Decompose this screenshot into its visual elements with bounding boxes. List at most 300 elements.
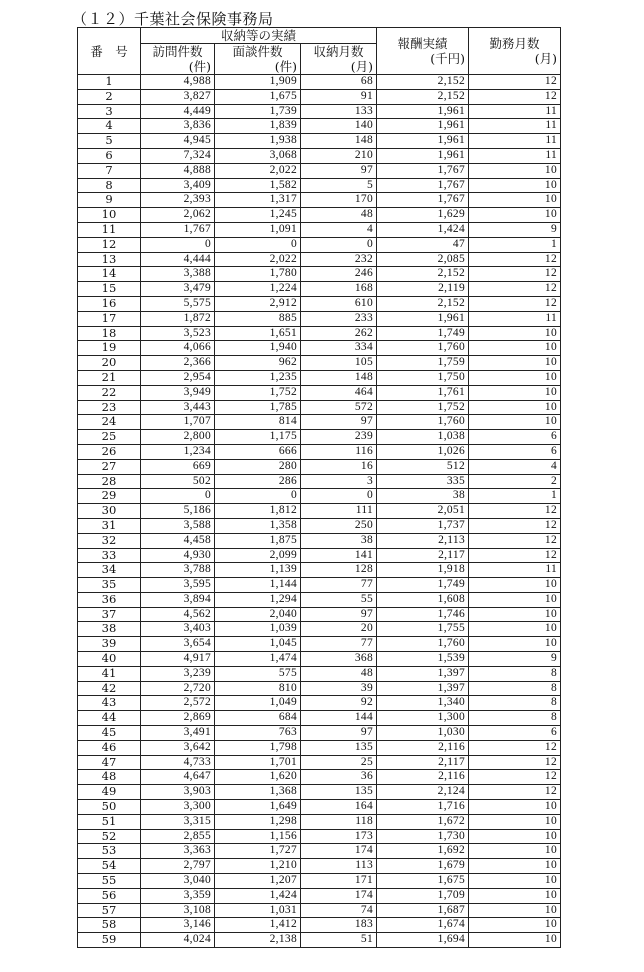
table-row (78, 356, 561, 371)
visits-cell: 3,903 (141, 785, 215, 800)
visits-cell: 3,827 (141, 89, 215, 104)
pay-cell: 1,961 (377, 148, 469, 163)
row-number: 6 (78, 148, 141, 163)
visits-cell: 2,366 (141, 356, 215, 371)
collected-months-cell: 116 (301, 444, 377, 459)
table-row (78, 548, 561, 563)
row-number: 30 (78, 504, 141, 519)
collected-months-cell: 97 (301, 415, 377, 430)
table-row (78, 193, 561, 208)
visits-cell: 4,066 (141, 341, 215, 356)
interviews-cell: 2,022 (215, 252, 301, 267)
interviews-cell: 1,224 (215, 282, 301, 297)
collected-months-cell: 210 (301, 148, 377, 163)
interviews-cell: 763 (215, 726, 301, 741)
pay-cell: 1,709 (377, 888, 469, 903)
collected-months-cell: 105 (301, 356, 377, 371)
row-number: 42 (78, 681, 141, 696)
row-number: 26 (78, 444, 141, 459)
work-months-cell: 10 (469, 370, 561, 385)
visits-cell: 3,403 (141, 622, 215, 637)
interviews-cell: 1,620 (215, 770, 301, 785)
pay-cell: 1,760 (377, 415, 469, 430)
interviews-cell: 814 (215, 415, 301, 430)
visits-cell: 3,654 (141, 637, 215, 652)
interviews-cell: 2,022 (215, 163, 301, 178)
visits-cell: 4,888 (141, 163, 215, 178)
visits-cell: 3,588 (141, 518, 215, 533)
table-row (78, 148, 561, 163)
column-header-visits (141, 44, 215, 75)
pay-cell: 2,116 (377, 740, 469, 755)
visits-cell: 1,234 (141, 444, 215, 459)
column-header-pay (377, 28, 469, 75)
pay-cell: 1,767 (377, 163, 469, 178)
collected-months-cell: 464 (301, 385, 377, 400)
row-number: 40 (78, 652, 141, 667)
visits-cell: 2,954 (141, 370, 215, 385)
table-row (78, 311, 561, 326)
pay-cell: 1,961 (377, 104, 469, 119)
collected-months-cell: 55 (301, 592, 377, 607)
row-number: 28 (78, 474, 141, 489)
column-header-interviews (215, 44, 301, 75)
collected-months-cell: 77 (301, 637, 377, 652)
work-months-cell: 12 (469, 755, 561, 770)
row-number: 25 (78, 430, 141, 445)
work-months-cell: 12 (469, 75, 561, 90)
interviews-cell: 1,412 (215, 918, 301, 933)
table-row (78, 933, 561, 948)
work-months-cell: 10 (469, 622, 561, 637)
table-row (78, 104, 561, 119)
interviews-cell: 1,317 (215, 193, 301, 208)
interviews-cell: 1,091 (215, 222, 301, 237)
row-number: 13 (78, 252, 141, 267)
row-number: 51 (78, 814, 141, 829)
row-number: 1 (78, 75, 141, 90)
visits-cell: 4,917 (141, 652, 215, 667)
table-row (78, 874, 561, 889)
pay-cell: 1,026 (377, 444, 469, 459)
column-header-visits-label: 訪問件数 (152, 44, 203, 59)
interviews-cell: 1,424 (215, 888, 301, 903)
interviews-cell: 1,045 (215, 637, 301, 652)
collected-months-cell: 140 (301, 119, 377, 134)
row-number: 15 (78, 282, 141, 297)
pay-cell: 1,629 (377, 208, 469, 223)
pay-cell: 335 (377, 474, 469, 489)
interviews-cell: 286 (215, 474, 301, 489)
pay-cell: 2,152 (377, 267, 469, 282)
row-number: 14 (78, 267, 141, 282)
row-number: 20 (78, 356, 141, 371)
row-number: 11 (78, 222, 141, 237)
visits-cell: 2,393 (141, 193, 215, 208)
interviews-cell: 1,207 (215, 874, 301, 889)
collected-months-cell: 118 (301, 814, 377, 829)
row-number: 54 (78, 859, 141, 874)
visits-cell: 2,855 (141, 829, 215, 844)
pay-cell: 2,117 (377, 548, 469, 563)
pay-cell: 1,608 (377, 592, 469, 607)
work-months-cell: 9 (469, 222, 561, 237)
pay-cell: 1,749 (377, 578, 469, 593)
work-months-cell: 10 (469, 385, 561, 400)
collected-months-cell: 334 (301, 341, 377, 356)
pay-cell: 1,340 (377, 696, 469, 711)
table-row (78, 326, 561, 341)
row-number: 19 (78, 341, 141, 356)
work-months-cell: 10 (469, 829, 561, 844)
interviews-cell: 1,651 (215, 326, 301, 341)
column-header-pay-label: 報酬実績 (397, 36, 448, 51)
row-number: 41 (78, 666, 141, 681)
collected-months-cell: 239 (301, 430, 377, 445)
interviews-cell: 1,739 (215, 104, 301, 119)
pay-cell: 2,152 (377, 296, 469, 311)
visits-cell: 3,949 (141, 385, 215, 400)
pay-cell: 1,730 (377, 829, 469, 844)
row-number: 52 (78, 829, 141, 844)
work-months-cell: 12 (469, 89, 561, 104)
visits-cell: 4,444 (141, 252, 215, 267)
table-row (78, 430, 561, 445)
work-months-cell: 10 (469, 859, 561, 874)
work-months-cell: 10 (469, 415, 561, 430)
visits-cell: 3,443 (141, 400, 215, 415)
pay-cell: 512 (377, 459, 469, 474)
interviews-cell: 1,940 (215, 341, 301, 356)
work-months-cell: 1 (469, 489, 561, 504)
interviews-cell: 1,156 (215, 829, 301, 844)
collected-months-cell: 141 (301, 548, 377, 563)
work-months-cell: 8 (469, 681, 561, 696)
work-months-cell: 9 (469, 652, 561, 667)
collected-months-cell: 610 (301, 296, 377, 311)
work-months-cell: 10 (469, 888, 561, 903)
table-row (78, 444, 561, 459)
visits-cell: 3,040 (141, 874, 215, 889)
visits-cell: 3,409 (141, 178, 215, 193)
visits-cell: 1,707 (141, 415, 215, 430)
work-months-cell: 12 (469, 740, 561, 755)
collected-months-cell: 148 (301, 370, 377, 385)
collected-months-cell: 39 (301, 681, 377, 696)
pay-cell: 1,397 (377, 681, 469, 696)
work-months-cell: 6 (469, 726, 561, 741)
column-header-visits-unit: (件) (188, 59, 211, 74)
interviews-cell: 280 (215, 459, 301, 474)
work-months-cell: 10 (469, 326, 561, 341)
row-number: 49 (78, 785, 141, 800)
collected-months-cell: 97 (301, 726, 377, 741)
collected-months-cell: 174 (301, 888, 377, 903)
table-row (78, 163, 561, 178)
collected-months-cell: 133 (301, 104, 377, 119)
visits-cell: 3,642 (141, 740, 215, 755)
row-number: 35 (78, 578, 141, 593)
table-row (78, 800, 561, 815)
work-months-cell: 11 (469, 311, 561, 326)
work-months-cell: 11 (469, 134, 561, 149)
table-row (78, 222, 561, 237)
table-row (78, 119, 561, 134)
interviews-cell: 0 (215, 489, 301, 504)
pay-cell: 1,672 (377, 814, 469, 829)
work-months-cell: 10 (469, 844, 561, 859)
pay-cell: 1,759 (377, 356, 469, 371)
work-months-cell: 11 (469, 119, 561, 134)
work-months-cell: 10 (469, 918, 561, 933)
interviews-cell: 1,039 (215, 622, 301, 637)
interviews-cell: 1,752 (215, 385, 301, 400)
interviews-cell: 1,582 (215, 178, 301, 193)
visits-cell: 3,523 (141, 326, 215, 341)
table-row (78, 652, 561, 667)
visits-cell: 2,869 (141, 711, 215, 726)
row-number: 3 (78, 104, 141, 119)
pay-cell: 1,961 (377, 134, 469, 149)
visits-cell: 2,720 (141, 681, 215, 696)
row-number: 24 (78, 415, 141, 430)
visits-cell: 4,562 (141, 607, 215, 622)
table-row (78, 252, 561, 267)
work-months-cell: 12 (469, 504, 561, 519)
collected-months-cell: 164 (301, 800, 377, 815)
row-number: 23 (78, 400, 141, 415)
table-row (78, 578, 561, 593)
row-number: 8 (78, 178, 141, 193)
interviews-cell: 1,785 (215, 400, 301, 415)
column-header-months-label: 勤務月数 (489, 36, 540, 51)
visits-cell: 4,930 (141, 548, 215, 563)
visits-cell: 3,108 (141, 903, 215, 918)
work-months-cell: 6 (469, 444, 561, 459)
work-months-cell: 12 (469, 518, 561, 533)
row-number: 7 (78, 163, 141, 178)
pay-cell: 2,085 (377, 252, 469, 267)
pay-cell: 1,961 (377, 119, 469, 134)
row-number: 10 (78, 208, 141, 223)
table-row (78, 341, 561, 356)
row-number: 18 (78, 326, 141, 341)
column-header-collected (301, 44, 377, 75)
interviews-cell: 1,812 (215, 504, 301, 519)
work-months-cell: 10 (469, 800, 561, 815)
row-number: 2 (78, 89, 141, 104)
row-number: 48 (78, 770, 141, 785)
table-row (78, 370, 561, 385)
visits-cell: 2,797 (141, 859, 215, 874)
visits-cell: 2,572 (141, 696, 215, 711)
visits-cell: 669 (141, 459, 215, 474)
table-row (78, 385, 561, 400)
collected-months-cell: 135 (301, 740, 377, 755)
table-row (78, 607, 561, 622)
table-row (78, 859, 561, 874)
work-months-cell: 12 (469, 267, 561, 282)
pay-cell: 1,300 (377, 711, 469, 726)
interviews-cell: 810 (215, 681, 301, 696)
work-months-cell: 12 (469, 282, 561, 297)
collected-months-cell: 368 (301, 652, 377, 667)
collected-months-cell: 144 (301, 711, 377, 726)
work-months-cell: 10 (469, 578, 561, 593)
collected-months-cell: 48 (301, 666, 377, 681)
visits-cell: 5,575 (141, 296, 215, 311)
work-months-cell: 12 (469, 770, 561, 785)
collected-months-cell: 0 (301, 489, 377, 504)
column-header-months (469, 28, 561, 75)
table-row (78, 740, 561, 755)
collected-months-cell: 5 (301, 178, 377, 193)
pay-cell: 1,761 (377, 385, 469, 400)
interviews-cell: 0 (215, 237, 301, 252)
pay-cell: 1,539 (377, 652, 469, 667)
collected-months-cell: 111 (301, 504, 377, 519)
work-months-cell: 6 (469, 430, 561, 445)
collected-months-cell: 68 (301, 75, 377, 90)
pay-cell: 2,117 (377, 755, 469, 770)
visits-cell: 3,788 (141, 563, 215, 578)
table-row (78, 415, 561, 430)
pay-cell: 1,755 (377, 622, 469, 637)
interviews-cell: 885 (215, 311, 301, 326)
pay-cell: 1,397 (377, 666, 469, 681)
work-months-cell: 10 (469, 400, 561, 415)
interviews-cell: 1,294 (215, 592, 301, 607)
collected-months-cell: 48 (301, 208, 377, 223)
row-number: 31 (78, 518, 141, 533)
row-number: 57 (78, 903, 141, 918)
pay-cell: 1,038 (377, 430, 469, 445)
interviews-cell: 1,144 (215, 578, 301, 593)
interviews-cell: 1,245 (215, 208, 301, 223)
collected-months-cell: 74 (301, 903, 377, 918)
interviews-cell: 684 (215, 711, 301, 726)
interviews-cell: 3,068 (215, 148, 301, 163)
table-body (78, 75, 561, 948)
collected-months-cell: 91 (301, 89, 377, 104)
table-row (78, 267, 561, 282)
interviews-cell: 2,040 (215, 607, 301, 622)
row-number: 47 (78, 755, 141, 770)
work-months-cell: 12 (469, 548, 561, 563)
interviews-cell: 1,938 (215, 134, 301, 149)
row-number: 12 (78, 237, 141, 252)
row-number: 21 (78, 370, 141, 385)
table-row (78, 89, 561, 104)
visits-cell: 3,363 (141, 844, 215, 859)
page-title: （１２）千葉社会保険事務局 (72, 10, 274, 28)
column-group-header: 収納等の実績 (141, 28, 377, 44)
visits-cell: 0 (141, 237, 215, 252)
work-months-cell: 11 (469, 148, 561, 163)
pay-cell: 47 (377, 237, 469, 252)
work-months-cell: 10 (469, 193, 561, 208)
work-months-cell: 10 (469, 874, 561, 889)
pay-cell: 1,687 (377, 903, 469, 918)
visits-cell: 3,479 (141, 282, 215, 297)
visits-cell: 3,388 (141, 267, 215, 282)
visits-cell: 3,239 (141, 666, 215, 681)
pay-cell: 1,961 (377, 311, 469, 326)
interviews-cell: 1,298 (215, 814, 301, 829)
row-number: 27 (78, 459, 141, 474)
work-months-cell: 10 (469, 356, 561, 371)
collected-months-cell: 173 (301, 829, 377, 844)
interviews-cell: 1,875 (215, 533, 301, 548)
table-row (78, 726, 561, 741)
work-months-cell: 10 (469, 607, 561, 622)
collected-months-cell: 572 (301, 400, 377, 415)
work-months-cell: 10 (469, 341, 561, 356)
work-months-cell: 2 (469, 474, 561, 489)
row-number: 55 (78, 874, 141, 889)
pay-cell: 2,116 (377, 770, 469, 785)
table-row (78, 75, 561, 90)
visits-cell: 4,988 (141, 75, 215, 90)
row-number: 45 (78, 726, 141, 741)
collected-months-cell: 174 (301, 844, 377, 859)
table-row (78, 666, 561, 681)
table-row (78, 489, 561, 504)
row-number: 33 (78, 548, 141, 563)
pay-cell: 1,694 (377, 933, 469, 948)
visits-cell: 3,315 (141, 814, 215, 829)
work-months-cell: 8 (469, 666, 561, 681)
visits-cell: 4,733 (141, 755, 215, 770)
interviews-cell: 1,701 (215, 755, 301, 770)
interviews-cell: 1,649 (215, 800, 301, 815)
interviews-cell: 1,909 (215, 75, 301, 90)
work-months-cell: 10 (469, 814, 561, 829)
interviews-cell: 2,912 (215, 296, 301, 311)
work-months-cell: 12 (469, 296, 561, 311)
pay-cell: 1,674 (377, 918, 469, 933)
row-number: 5 (78, 134, 141, 149)
table-row (78, 459, 561, 474)
table-row (78, 622, 561, 637)
work-months-cell: 10 (469, 637, 561, 652)
column-header-collected-unit: (月) (350, 59, 374, 74)
table-row (78, 400, 561, 415)
collected-months-cell: 38 (301, 533, 377, 548)
pay-cell: 1,750 (377, 370, 469, 385)
collected-months-cell: 97 (301, 163, 377, 178)
table-row (78, 474, 561, 489)
row-number: 38 (78, 622, 141, 637)
pay-cell: 2,124 (377, 785, 469, 800)
row-number: 29 (78, 489, 141, 504)
table-row (78, 592, 561, 607)
collected-months-cell: 3 (301, 474, 377, 489)
table-row (78, 237, 561, 252)
pay-cell: 2,152 (377, 75, 469, 90)
collected-months-cell: 92 (301, 696, 377, 711)
collected-months-cell: 183 (301, 918, 377, 933)
table-row (78, 533, 561, 548)
results-table (77, 27, 561, 948)
pay-cell: 1,692 (377, 844, 469, 859)
interviews-cell: 1,210 (215, 859, 301, 874)
pay-cell: 1,767 (377, 178, 469, 193)
row-number: 43 (78, 696, 141, 711)
pay-cell: 1,752 (377, 400, 469, 415)
interviews-cell: 1,139 (215, 563, 301, 578)
work-months-cell: 12 (469, 252, 561, 267)
